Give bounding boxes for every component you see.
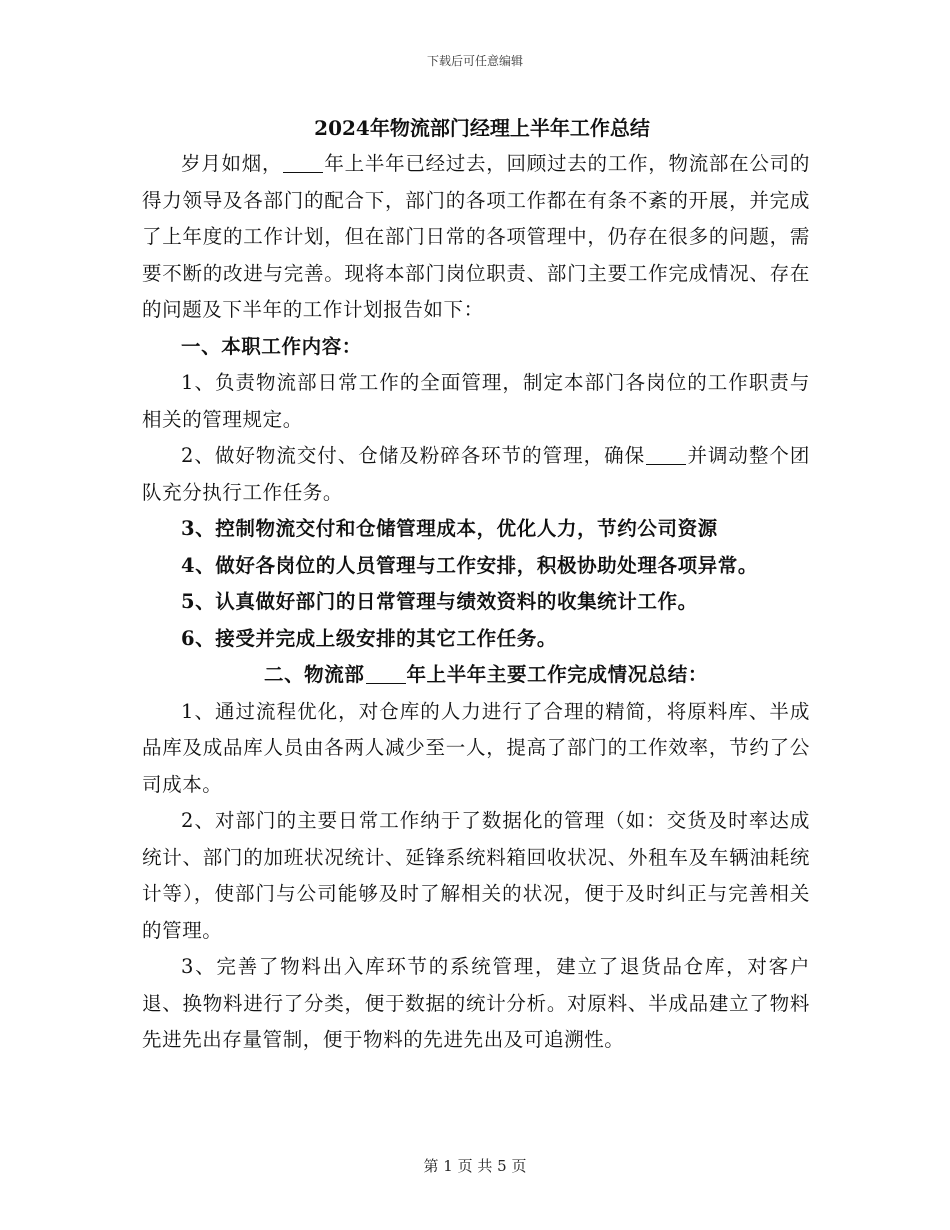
page-header: 下载后可任意编辑	[426, 54, 523, 68]
section1-item-1: 1、负责物流部日常工作的全面管理，制定本部门各岗位的工作职责与相关的管理规定。	[142, 371, 810, 431]
section1-item-5: 5、认真做好部门的日常管理与绩效资料的收集统计工作。	[181, 590, 698, 613]
section2-heading-rest: 年上半年主要工作完成情况总结：	[406, 663, 709, 686]
blank-line	[283, 153, 323, 174]
document-body	[142, 112, 810, 1059]
blank-line	[646, 445, 686, 466]
section1-item-4: 4、做好各岗位的人员管理与工作安排，积极协助处理各项异常。	[181, 553, 758, 577]
section2-item-3: 3、完善了物料出入库环节的系统管理，建立了退货品仓库，对客户退、换物料进行了分类，便于数据的统计分析。对原料、半成品建立了物料先进先出存量管制，便于物料的先进先出及可追溯性。	[142, 955, 810, 1051]
intro-text-start: 岁月如烟，	[181, 152, 283, 175]
intro-text-rest: 年上半年已经过去，回顾过去的工作，物流部在公司的得力领导及各部门的配合下，部门的各项工作都在有条不紊的开展，并完成了上年度的工作计划，但在部门日常的各项管理中，仍存在很多的问题，需要不断的改进与完善。现将本部门岗位职责、部门主要工作完成情况、存在的问题及下半年的工作计划报告如下：	[142, 152, 810, 321]
page-footer: 第 1 页 共 5 页	[423, 1157, 527, 1175]
section1-item-2-start: 2、做好物流交付、仓储及粉碎各环节的管理，确保	[181, 444, 646, 467]
section2-heading-start: 二、物流部	[263, 663, 365, 686]
section1-item-2	[142, 438, 810, 511]
section2-item-1: 1、通过流程优化，对仓库的人力进行了合理的精简，将原料库、半成品库及成品库人员由各两人减少至一人，提高了部门的工作效率，节约了公司成本。	[142, 699, 810, 796]
section2-heading	[142, 657, 810, 694]
section1-item-2-rest: 并调动整个团队充分执行工作任务。	[142, 444, 810, 504]
document-title: 2024年物流部门经理上半年工作总结	[314, 116, 650, 140]
section2-item-2: 2、对部门的主要日常工作纳于了数据化的管理（如：交货及时率达成统计、部门的加班状况统计、延锋系统料箱回收状况、外租车及车辆油耗统计等），使部门与公司能够及时了解相关的状况，便于及时纠正与完善相关的管理。	[142, 809, 810, 942]
intro-paragraph	[142, 146, 810, 329]
section1-item-6: 6、接受并完成上级安排的其它工作任务。	[181, 626, 557, 650]
section1-heading: 一、本职工作内容：	[181, 334, 362, 358]
section1-item-3: 3、控制物流交付和仓储管理成本，优化人力，节约公司资源	[181, 517, 718, 540]
blank-line	[366, 664, 406, 685]
